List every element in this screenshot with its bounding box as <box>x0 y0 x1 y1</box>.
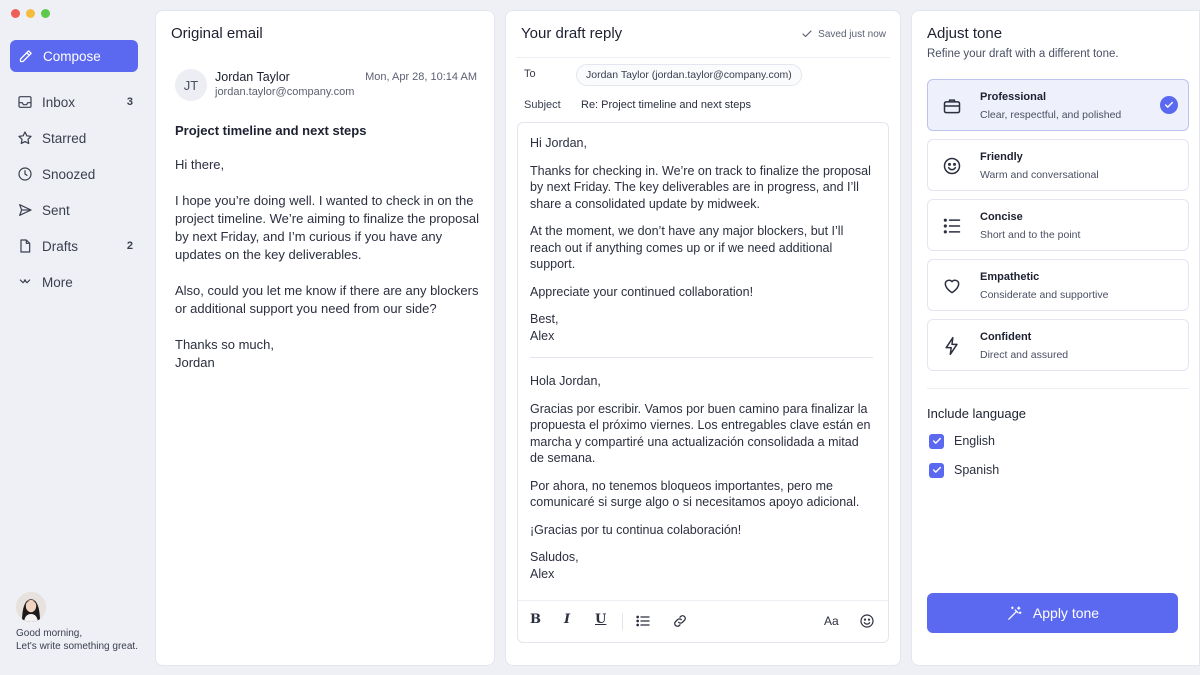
sender-name: Jordan Taylor <box>215 70 290 84</box>
adjust-tone-panel <box>911 10 1200 666</box>
draft-paragraph: At the moment, we don’t have any major blockers, but I’ll reach out if anything comes up or if we need additional support. <box>530 224 844 271</box>
sidebar-item-label: Sent <box>42 202 70 218</box>
sender-email: jordan.taylor@company.com <box>215 86 355 98</box>
to-label: To <box>524 68 536 80</box>
greeting-line-2: Let's write something great. <box>16 641 138 652</box>
briefcase-icon <box>942 96 962 116</box>
tone-options <box>927 79 1189 379</box>
tone-option-concise[interactable] <box>927 199 1189 251</box>
sidebar-item-label: Snoozed <box>42 166 96 182</box>
draft-paragraph-spanish: Por ahora, no tenemos bloqueos importantes, pero me comunicaré si surge algo o si necesitamos apoyo adicional. <box>530 478 860 509</box>
email-subject: Project timeline and next steps <box>175 123 367 138</box>
language-label: English <box>954 434 995 448</box>
maximize-window-button[interactable] <box>41 9 50 18</box>
saved-status <box>801 28 886 40</box>
draft-paragraph-spanish: Gracias por escribir. Vamos por buen camino para finalizar la propuesta el próximo viernes. Los entregables clave están en marcha y compartiré una actualización consolidada a mitad de semana. <box>530 401 871 465</box>
formatting-toolbar <box>518 600 888 642</box>
email-paragraph: Hi there, <box>175 157 225 172</box>
lightning-icon <box>942 336 962 356</box>
language-label: Spanish <box>954 463 1000 477</box>
tone-name: Empathetic <box>980 271 1040 283</box>
tone-option-professional[interactable] <box>927 79 1189 131</box>
greeting <box>16 592 146 653</box>
inbox-count-badge: 3 <box>126 96 133 108</box>
sidebar-item-starred[interactable] <box>0 120 150 156</box>
sidebar-item-label: More <box>42 274 73 290</box>
sender-avatar: JT <box>175 69 207 101</box>
toolbar-divider <box>622 613 623 630</box>
drafts-count-badge: 2 <box>126 240 133 252</box>
window-controls <box>11 9 50 18</box>
tone-subtitle: Refine your draft with a different tone. <box>927 48 1119 60</box>
tone-option-confident[interactable] <box>927 319 1189 371</box>
tone-name: Confident <box>980 331 1032 343</box>
sidebar-item-sent[interactable] <box>0 192 150 228</box>
emoji-icon[interactable] <box>859 613 875 629</box>
email-body <box>175 156 480 390</box>
tone-name: Concise <box>980 211 1023 223</box>
subject-label: Subject <box>524 99 561 111</box>
italic-button[interactable]: I <box>564 612 571 627</box>
email-paragraph: Also, could you let me know if there are any blockers or additional support you need from our side? <box>175 283 479 316</box>
sidebar-item-label: Starred <box>42 130 87 146</box>
draft-title: Your draft reply <box>521 25 623 42</box>
draft-editor[interactable] <box>517 122 889 643</box>
sidebar-item-label: Drafts <box>42 238 79 254</box>
draft-paragraph-spanish: ¡Gracias por tu continua colaboración! <box>530 522 742 537</box>
draft-paragraph-spanish: Hola Jordan, <box>530 374 601 388</box>
selected-check-icon <box>1160 96 1178 114</box>
draft-reply-panel <box>505 10 901 666</box>
send-icon <box>17 202 33 218</box>
draft-signoff: Best, Alex <box>530 312 559 343</box>
chevron-down-icon <box>17 274 33 290</box>
clock-icon <box>17 166 33 182</box>
tone-name: Professional <box>980 91 1047 103</box>
underline-button[interactable]: U <box>595 612 607 627</box>
tone-description: Considerate and supportive <box>980 289 1109 301</box>
compose-button[interactable] <box>10 40 138 72</box>
pencil-icon <box>18 49 33 64</box>
tone-description: Clear, respectful, and polished <box>980 109 1122 121</box>
bullet-list-icon[interactable] <box>635 613 651 629</box>
sidebar-item-more[interactable] <box>0 264 150 300</box>
magic-wand-icon <box>1006 605 1023 622</box>
draft-paragraph: Hi Jordan, <box>530 136 587 150</box>
spanish-checkbox[interactable] <box>929 463 944 478</box>
language-option-english[interactable] <box>929 432 995 450</box>
draft-paragraph: Thanks for checking in. We’re on track to finalize the proposal by next Friday. The key deliverables are in progress, and I’ll share a consolidated update by midweek. <box>530 163 871 211</box>
tone-description: Short and to the point <box>980 229 1081 241</box>
divider <box>516 57 890 58</box>
tone-description: Direct and assured <box>980 349 1069 361</box>
apply-tone-button[interactable] <box>927 593 1178 633</box>
english-checkbox[interactable] <box>929 434 944 449</box>
greeting-line-1: Good morning, <box>16 628 83 639</box>
heart-icon <box>942 276 962 296</box>
draft-paragraph: Appreciate your continued collaboration! <box>530 284 754 299</box>
link-icon[interactable] <box>672 613 688 629</box>
close-window-button[interactable] <box>11 9 20 18</box>
saved-status-text: Saved just now <box>818 28 886 40</box>
original-email-panel <box>155 10 495 666</box>
draft-signoff-spanish: Saludos, Alex <box>530 550 579 581</box>
sidebar-item-snoozed[interactable] <box>0 156 150 192</box>
divider <box>927 388 1189 389</box>
check-icon <box>801 28 813 40</box>
language-separator <box>530 357 873 358</box>
sidebar-nav <box>0 84 150 300</box>
tone-option-friendly[interactable] <box>927 139 1189 191</box>
sidebar-item-label: Inbox <box>42 94 76 110</box>
star-icon <box>17 130 33 146</box>
draft-body[interactable] <box>530 135 875 582</box>
tone-option-empathetic[interactable] <box>927 259 1189 311</box>
sidebar-item-inbox[interactable] <box>0 84 150 120</box>
compose-label: Compose <box>43 48 101 64</box>
subject-field[interactable]: Re: Project timeline and next steps <box>581 99 751 111</box>
original-email-title: Original email <box>171 25 263 42</box>
apply-tone-label: Apply tone <box>1032 605 1100 621</box>
avatar[interactable] <box>16 592 46 622</box>
include-language-title: Include language <box>927 406 1027 421</box>
recipient-chip[interactable]: Jordan Taylor (jordan.taylor@company.com) <box>576 64 802 86</box>
inbox-icon <box>17 94 33 110</box>
tone-name: Friendly <box>980 151 1023 163</box>
email-paragraph: I hope you’re doing well. I wanted to check in on the project timeline. We’re aiming to finalize the proposal by next Friday, and I’m curious if you have any updates on the key deliverables. <box>175 193 479 262</box>
bold-button[interactable]: B <box>530 612 541 627</box>
language-option-spanish[interactable] <box>929 461 999 479</box>
sidebar-item-drafts[interactable] <box>0 228 150 264</box>
smile-icon <box>942 156 962 176</box>
tone-title: Adjust tone <box>927 25 1003 42</box>
email-date: Mon, Apr 28, 10:14 AM <box>365 71 477 83</box>
email-signoff: Thanks so much, Jordan <box>175 337 274 370</box>
sidebar <box>0 0 150 675</box>
minimize-window-button[interactable] <box>26 9 35 18</box>
list-icon <box>942 216 962 236</box>
document-icon <box>17 238 33 254</box>
font-size-button[interactable]: Aa <box>824 614 839 628</box>
tone-description: Warm and conversational <box>980 169 1099 181</box>
